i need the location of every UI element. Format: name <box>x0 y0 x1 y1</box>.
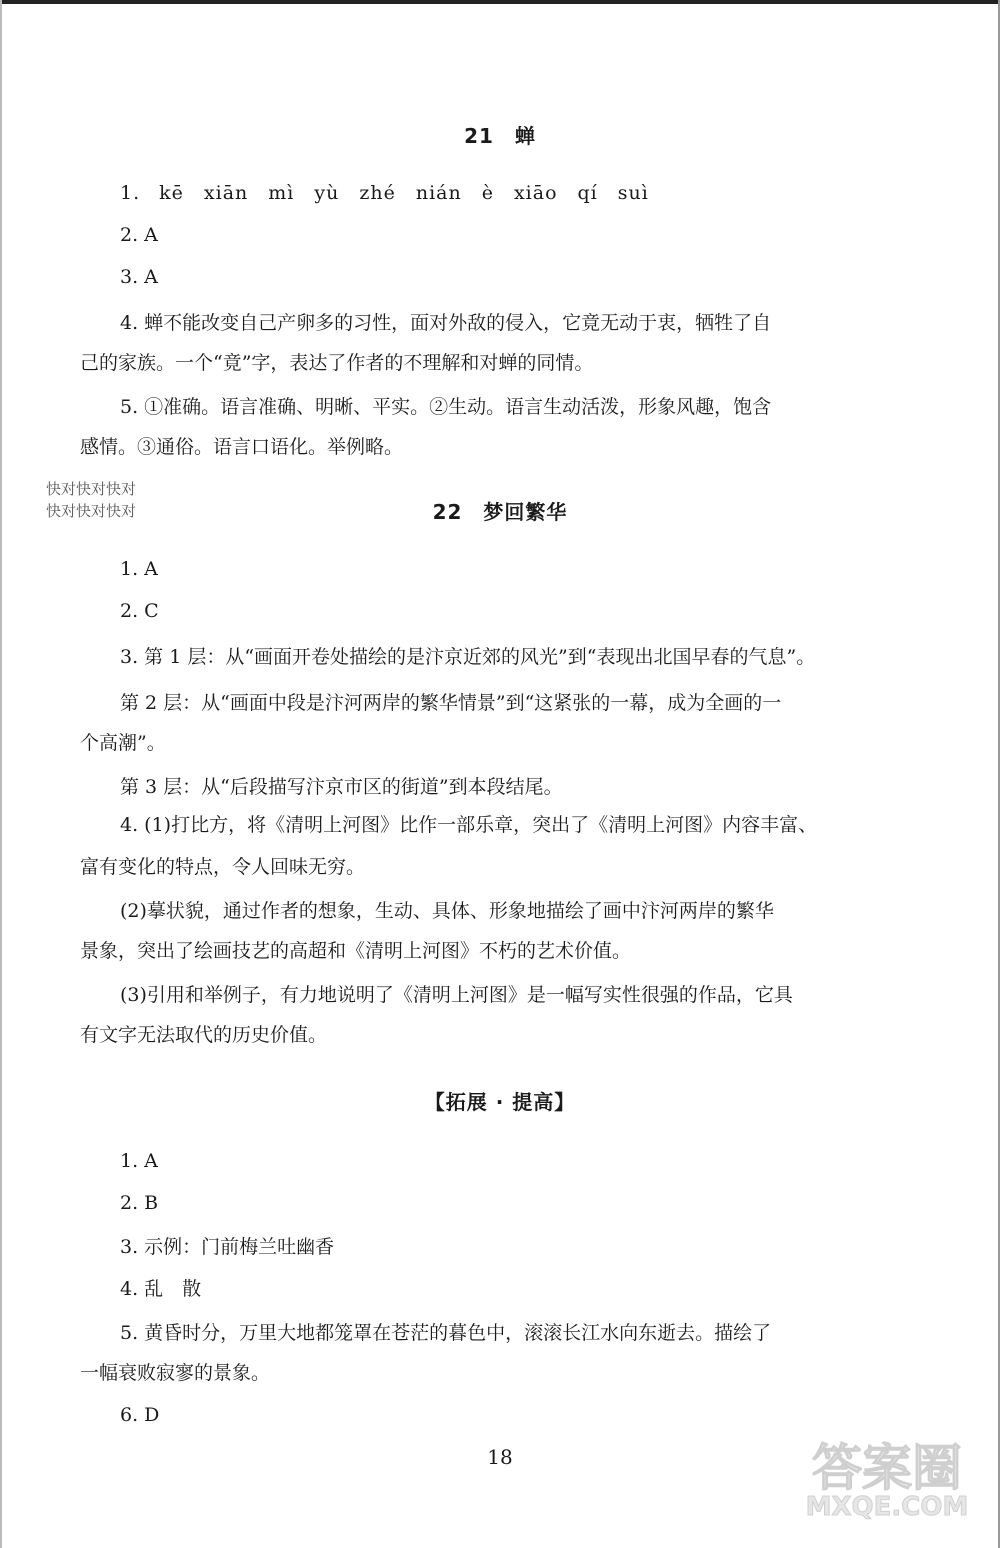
section-22-title: 22 梦回繁华 <box>432 500 568 524</box>
answer-line: 富有变化的特点，令人回味无穷。 <box>80 856 366 878</box>
answer-line: (2)摹状貌，通过作者的想象，生动、具体、形象地描绘了画中汴河两岸的繁华 <box>120 900 774 922</box>
answer-line: 第 3 层：从“后段描写汴京市区的街道”到本段结尾。 <box>120 776 563 798</box>
answer-line: 1. kē xiān mì yù zhé nián è xiāo qí suì <box>120 182 649 204</box>
answer-line: 2. A <box>120 224 158 246</box>
answer-line: 6. D <box>120 1404 160 1426</box>
answer-line: 4. 乱 散 <box>120 1278 202 1300</box>
answer-line: 4. 蝉不能改变自己产卵多的习性，面对外敌的侵入，它竟无动于衷，牺牲了自 <box>120 312 772 334</box>
answer-line: 5. ①准确。语言准确、明晰、平实。②生动。语言生动活泼，形象风趣，饱含 <box>120 396 772 418</box>
answer-line: 2. C <box>120 600 159 622</box>
watermark-text: 快对快对快对 <box>46 502 137 520</box>
answer-line: 有文字无法取代的历史价值。 <box>80 1024 328 1046</box>
answer-line: 1. A <box>120 1150 158 1172</box>
page-number: 18 <box>487 1445 513 1469</box>
answer-line: 第 2 层：从“画面中段是汴河两岸的繁华情景”到“这紧张的一幕，成为全画的一 <box>120 692 782 714</box>
logo-text: 答案圈 <box>812 1439 962 1497</box>
site-logo <box>792 1428 982 1538</box>
answer-line: (3)引用和举例子，有力地说明了《清明上河图》是一幅写实性很强的作品，它具 <box>120 984 793 1006</box>
answer-line: 个高潮”。 <box>80 732 166 754</box>
top-border <box>0 0 1000 4</box>
answer-line: 1. A <box>120 558 158 580</box>
answer-line: 5. 黄昏时分，万里大地都笼罩在苍茫的暮色中，滚滚长江水向东逝去。描绘了 <box>120 1322 772 1344</box>
answer-line: 己的家族。一个“竟”字，表达了作者的不理解和对蝉的同情。 <box>80 352 594 374</box>
watermark-text: 快对快对快对 <box>46 480 137 498</box>
answer-line: 一幅衰败寂寥的景象。 <box>80 1362 271 1384</box>
answer-line: 3. 示例：门前梅兰吐幽香 <box>120 1236 335 1258</box>
logo-url: MXQE.COM <box>805 1492 969 1522</box>
answer-line: 4. (1)打比方，将《清明上河图》比作一部乐章，突出了《清明上河图》内容丰富、 <box>120 814 818 836</box>
left-border <box>0 0 2 1548</box>
answer-line: 感情。③通俗。语言口语化。举例略。 <box>80 436 404 458</box>
extension-title: 【拓展 · 提高】 <box>424 1090 576 1114</box>
section-21-title: 21 蝉 <box>464 124 536 148</box>
answer-line: 2. B <box>120 1192 159 1214</box>
answer-line: 3. A <box>120 266 158 288</box>
answer-line: 3. 第 1 层：从“画面开卷处描绘的是汴京近郊的风光”到“表现出北国早春的气息”。 <box>120 646 816 668</box>
answer-line: 景象，突出了绘画技艺的高超和《清明上河图》不朽的艺术价值。 <box>80 940 632 962</box>
